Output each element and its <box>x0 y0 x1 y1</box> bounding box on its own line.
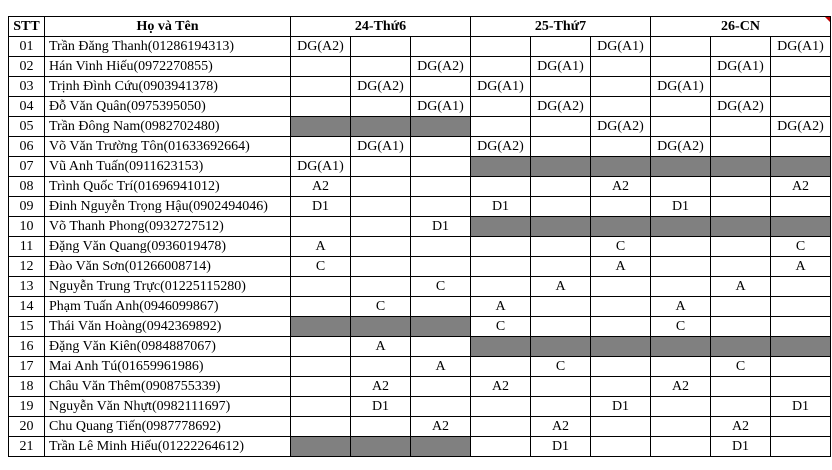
shift-cell[interactable]: D1 <box>471 197 531 217</box>
shift-cell[interactable] <box>771 137 831 157</box>
shift-cell[interactable] <box>591 57 651 77</box>
row-number-cell[interactable]: 02 <box>9 57 45 77</box>
name-cell[interactable]: Nguyễn Trung Trực(01225115280) <box>45 277 291 297</box>
shift-cell[interactable]: DG(A2) <box>471 137 531 157</box>
shift-cell[interactable] <box>651 277 711 297</box>
shift-cell[interactable] <box>471 97 531 117</box>
table-row <box>9 337 831 357</box>
shift-cell[interactable] <box>711 197 771 217</box>
shift-cell[interactable]: A <box>591 257 651 277</box>
shift-cell[interactable]: DG(A2) <box>591 117 651 137</box>
shift-cell[interactable] <box>291 77 351 97</box>
shift-cell[interactable] <box>291 117 351 137</box>
shift-cell[interactable]: DG(A2) <box>411 57 471 77</box>
row-number-cell[interactable]: 05 <box>9 117 45 137</box>
shift-cell[interactable] <box>771 77 831 97</box>
table-row <box>9 357 831 377</box>
row-number-cell[interactable]: 07 <box>9 157 45 177</box>
name-cell[interactable]: Chu Quang Tiến(0987778692) <box>45 417 291 437</box>
shift-cell[interactable] <box>351 197 411 217</box>
shift-cell[interactable]: DG(A2) <box>291 37 351 57</box>
row-number-cell[interactable]: 01 <box>9 37 45 57</box>
shift-cell[interactable]: C <box>411 277 471 297</box>
name-cell[interactable]: Đặng Văn Kiên(0984887067) <box>45 337 291 357</box>
shift-cell[interactable] <box>651 337 711 357</box>
name-cell[interactable]: Trịnh Đình Cứu(0903941378) <box>45 77 291 97</box>
shift-cell[interactable] <box>651 257 711 277</box>
shift-cell[interactable] <box>351 217 411 237</box>
shift-cell[interactable] <box>771 337 831 357</box>
shift-cell[interactable] <box>651 97 711 117</box>
stt-header: STT <box>9 17 45 37</box>
name-cell[interactable]: Vũ Anh Tuấn(0911623153) <box>45 157 291 177</box>
shift-cell[interactable] <box>711 137 771 157</box>
shift-cell[interactable] <box>771 157 831 177</box>
shift-cell[interactable]: C <box>711 357 771 377</box>
shift-cell[interactable]: C <box>351 297 411 317</box>
shift-cell[interactable] <box>531 337 591 357</box>
shift-cell[interactable] <box>291 317 351 337</box>
shift-cell[interactable] <box>711 77 771 97</box>
shift-cell[interactable] <box>531 217 591 237</box>
shift-cell[interactable]: DG(A1) <box>351 137 411 157</box>
shift-cell[interactable] <box>591 137 651 157</box>
shift-cell[interactable] <box>291 137 351 157</box>
shift-cell[interactable]: D1 <box>351 397 411 417</box>
shift-cell[interactable] <box>711 337 771 357</box>
shift-cell[interactable] <box>771 277 831 297</box>
shift-cell[interactable] <box>411 137 471 157</box>
shift-cell[interactable] <box>591 217 651 237</box>
shift-cell[interactable] <box>411 157 471 177</box>
shift-cell[interactable]: A <box>351 337 411 357</box>
table-row <box>9 117 831 137</box>
shift-cell[interactable] <box>711 397 771 417</box>
table-row <box>9 37 831 57</box>
shift-cell[interactable]: A <box>411 357 471 377</box>
shift-cell[interactable] <box>711 157 771 177</box>
shift-cell[interactable] <box>531 177 591 197</box>
shift-cell[interactable] <box>471 57 531 77</box>
shift-cell[interactable] <box>471 177 531 197</box>
shift-cell[interactable] <box>471 117 531 137</box>
shift-cell[interactable] <box>531 137 591 157</box>
shift-cell[interactable]: DG(A1) <box>411 97 471 117</box>
shift-cell[interactable] <box>651 217 711 237</box>
shift-cell[interactable]: DG(A1) <box>291 157 351 177</box>
shift-cell[interactable] <box>291 417 351 437</box>
shift-cell[interactable]: A2 <box>531 417 591 437</box>
name-cell[interactable]: Đỗ Văn Quân(0975395050) <box>45 97 291 117</box>
shift-cell[interactable] <box>591 337 651 357</box>
shift-cell[interactable] <box>711 317 771 337</box>
shift-cell[interactable] <box>711 37 771 57</box>
shift-cell[interactable] <box>351 157 411 177</box>
shift-cell[interactable] <box>411 437 471 457</box>
name-cell[interactable]: Mai Anh Tú(01659961986) <box>45 357 291 377</box>
row-number-cell[interactable]: 03 <box>9 77 45 97</box>
shift-cell[interactable] <box>711 177 771 197</box>
shift-cell[interactable] <box>471 277 531 297</box>
shift-cell[interactable]: D1 <box>591 397 651 417</box>
table-row <box>9 417 831 437</box>
shift-cell[interactable] <box>471 417 531 437</box>
shift-cell[interactable]: C <box>471 317 531 337</box>
shift-cell[interactable]: C <box>531 357 591 377</box>
name-cell[interactable]: Hán Vinh Hiếu(0972270855) <box>45 57 291 77</box>
shift-cell[interactable]: D1 <box>531 437 591 457</box>
shift-cell[interactable] <box>771 57 831 77</box>
name-cell[interactable]: Châu Văn Thêm(0908755339) <box>45 377 291 397</box>
shift-cell[interactable] <box>531 77 591 97</box>
shift-cell[interactable] <box>411 117 471 137</box>
shift-cell[interactable] <box>651 157 711 177</box>
shift-cell[interactable] <box>351 97 411 117</box>
name-header: Họ và Tên <box>45 17 291 37</box>
table-row <box>9 77 831 97</box>
shift-cell[interactable]: C <box>771 237 831 257</box>
row-number-cell[interactable]: 10 <box>9 217 45 237</box>
shift-cell[interactable] <box>291 57 351 77</box>
shift-cell[interactable]: DG(A2) <box>351 77 411 97</box>
shift-cell[interactable] <box>351 437 411 457</box>
shift-cell[interactable] <box>651 437 711 457</box>
shift-cell[interactable]: DG(A2) <box>771 117 831 137</box>
row-number-cell[interactable]: 19 <box>9 397 45 417</box>
shift-cell[interactable] <box>531 117 591 137</box>
shift-cell[interactable] <box>411 317 471 337</box>
shift-cell[interactable] <box>351 277 411 297</box>
shift-cell[interactable] <box>651 57 711 77</box>
shift-cell[interactable]: A <box>471 297 531 317</box>
name-cell[interactable]: Đào Văn Sơn(01266008714) <box>45 257 291 277</box>
shift-cell[interactable] <box>591 437 651 457</box>
shift-cell[interactable]: DG(A2) <box>531 97 591 117</box>
shift-cell[interactable] <box>411 237 471 257</box>
name-cell[interactable]: Trần Đông Nam(0982702480) <box>45 117 291 137</box>
shift-cell[interactable] <box>531 237 591 257</box>
table-row <box>9 217 831 237</box>
shift-cell[interactable]: DG(A2) <box>651 137 711 157</box>
shift-cell[interactable] <box>651 237 711 257</box>
name-cell[interactable]: Trình Quốc Trí(01696941012) <box>45 177 291 197</box>
shift-cell[interactable] <box>411 257 471 277</box>
name-cell[interactable]: Đặng Văn Quang(0936019478) <box>45 237 291 257</box>
name-cell[interactable]: Võ Thanh Phong(0932727512) <box>45 217 291 237</box>
row-number-cell[interactable]: 08 <box>9 177 45 197</box>
table-row <box>9 177 831 197</box>
shift-cell[interactable] <box>291 297 351 317</box>
shift-cell[interactable] <box>771 97 831 117</box>
name-cell[interactable]: Trần Đăng Thanh(01286194313) <box>45 37 291 57</box>
shift-cell[interactable] <box>771 297 831 317</box>
table-row <box>9 377 831 397</box>
shift-cell[interactable] <box>471 397 531 417</box>
shift-cell[interactable] <box>351 417 411 437</box>
shift-cell[interactable] <box>471 157 531 177</box>
shift-cell[interactable] <box>771 317 831 337</box>
shift-cell[interactable]: A <box>291 237 351 257</box>
shift-cell[interactable]: C <box>651 317 711 337</box>
table-row <box>9 157 831 177</box>
row-number-cell[interactable]: 21 <box>9 437 45 457</box>
shift-cell[interactable] <box>531 317 591 337</box>
shift-cell[interactable] <box>291 97 351 117</box>
shift-cell[interactable] <box>591 277 651 297</box>
shift-cell[interactable] <box>591 377 651 397</box>
table-row <box>9 57 831 77</box>
day-header-26: 26-CN <box>651 17 831 37</box>
shift-cell[interactable] <box>591 297 651 317</box>
shift-cell[interactable] <box>531 297 591 317</box>
table-row <box>9 297 831 317</box>
shift-cell[interactable]: DG(A1) <box>651 77 711 97</box>
shift-cell[interactable] <box>291 337 351 357</box>
shift-cell[interactable] <box>711 377 771 397</box>
day-header-24: 24-Thứ6 <box>291 17 471 37</box>
table-row <box>9 277 831 297</box>
shift-cell[interactable] <box>591 197 651 217</box>
shift-cell[interactable] <box>351 237 411 257</box>
shift-cell[interactable] <box>351 117 411 137</box>
shift-cell[interactable]: A2 <box>711 417 771 437</box>
table-row <box>9 397 831 417</box>
day-header-25: 25-Thứ7 <box>471 17 651 37</box>
table-row <box>9 197 831 217</box>
shift-cell[interactable] <box>651 177 711 197</box>
shift-cell[interactable]: D1 <box>711 437 771 457</box>
shift-cell[interactable]: A2 <box>651 377 711 397</box>
shift-cell[interactable] <box>651 117 711 137</box>
shift-cell[interactable] <box>351 57 411 77</box>
shift-cell[interactable] <box>771 197 831 217</box>
shift-cell[interactable] <box>351 317 411 337</box>
shift-cell[interactable]: DG(A1) <box>591 37 651 57</box>
shift-cell[interactable]: DG(A1) <box>711 57 771 77</box>
shift-cell[interactable]: A <box>771 257 831 277</box>
table-row <box>9 137 831 157</box>
name-cell[interactable]: Võ Văn Trường Tôn(01633692664) <box>45 137 291 157</box>
name-cell[interactable]: Trần Lê Minh Hiếu(01222264612) <box>45 437 291 457</box>
shift-cell[interactable] <box>771 417 831 437</box>
row-number-cell[interactable]: 04 <box>9 97 45 117</box>
shift-cell[interactable] <box>471 257 531 277</box>
shift-cell[interactable] <box>591 417 651 437</box>
shift-cell[interactable] <box>711 297 771 317</box>
shift-cell[interactable] <box>711 117 771 137</box>
shift-cell[interactable]: C <box>291 257 351 277</box>
shift-cell[interactable]: C <box>591 237 651 257</box>
shift-cell[interactable]: A2 <box>591 177 651 197</box>
shift-cell[interactable]: D1 <box>651 197 711 217</box>
shift-cell[interactable] <box>591 357 651 377</box>
shift-cell[interactable]: A2 <box>351 377 411 397</box>
shift-cell[interactable] <box>711 237 771 257</box>
shift-cell[interactable] <box>531 397 591 417</box>
shift-cell[interactable] <box>531 257 591 277</box>
table-row <box>9 97 831 117</box>
row-number-cell[interactable]: 16 <box>9 337 45 357</box>
shift-cell[interactable] <box>351 257 411 277</box>
row-number-cell[interactable]: 14 <box>9 297 45 317</box>
row-number-cell[interactable]: 12 <box>9 257 45 277</box>
shift-cell[interactable]: D1 <box>411 217 471 237</box>
shift-cell[interactable] <box>471 337 531 357</box>
shift-cell[interactable] <box>651 417 711 437</box>
shift-cell[interactable] <box>471 37 531 57</box>
row-number-cell[interactable]: 06 <box>9 137 45 157</box>
row-number-cell[interactable]: 17 <box>9 357 45 377</box>
name-cell[interactable]: Phạm Tuấn Anh(0946099867) <box>45 297 291 317</box>
shift-cell[interactable] <box>531 197 591 217</box>
shift-cell[interactable] <box>471 437 531 457</box>
header-row <box>9 17 831 37</box>
shift-cell[interactable]: D1 <box>771 397 831 417</box>
shift-cell[interactable] <box>471 357 531 377</box>
table-row <box>9 237 831 257</box>
shift-cell[interactable]: A2 <box>411 417 471 437</box>
shift-cell[interactable] <box>591 97 651 117</box>
row-number-cell[interactable]: 15 <box>9 317 45 337</box>
shift-cell[interactable]: DG(A2) <box>711 97 771 117</box>
shift-cell[interactable] <box>291 217 351 237</box>
shift-cell[interactable]: D1 <box>291 197 351 217</box>
shift-cell[interactable]: A2 <box>291 177 351 197</box>
shift-cell[interactable] <box>651 357 711 377</box>
name-cell[interactable]: Đinh Nguyễn Trọng Hậu(0902494046) <box>45 197 291 217</box>
shift-cell[interactable] <box>411 37 471 57</box>
table-row <box>9 257 831 277</box>
shift-cell[interactable] <box>651 37 711 57</box>
row-number-cell[interactable]: 09 <box>9 197 45 217</box>
shift-cell[interactable] <box>471 217 531 237</box>
shift-cell[interactable] <box>351 357 411 377</box>
shift-cell[interactable] <box>291 277 351 297</box>
shift-cell[interactable] <box>771 437 831 457</box>
shift-cell[interactable]: A <box>651 297 711 317</box>
shift-cell[interactable] <box>291 397 351 417</box>
row-number-cell[interactable]: 20 <box>9 417 45 437</box>
name-cell[interactable]: Nguyễn Văn Nhựt(0982111697) <box>45 397 291 417</box>
shift-cell[interactable] <box>411 337 471 357</box>
shift-cell[interactable] <box>291 377 351 397</box>
schedule-table <box>8 16 831 457</box>
shift-cell[interactable] <box>351 37 411 57</box>
shift-cell[interactable] <box>351 177 411 197</box>
table-row <box>9 437 831 457</box>
shift-cell[interactable] <box>531 157 591 177</box>
shift-cell[interactable] <box>531 37 591 57</box>
shift-cell[interactable] <box>771 357 831 377</box>
shift-cell[interactable] <box>471 237 531 257</box>
shift-cell[interactable]: DG(A1) <box>531 57 591 77</box>
shift-cell[interactable] <box>291 357 351 377</box>
shift-cell[interactable] <box>771 377 831 397</box>
shift-cell[interactable] <box>411 77 471 97</box>
shift-cell[interactable] <box>411 397 471 417</box>
name-cell[interactable]: Thái Văn Hoàng(0942369892) <box>45 317 291 337</box>
shift-cell[interactable] <box>711 257 771 277</box>
shift-cell[interactable] <box>411 177 471 197</box>
shift-cell[interactable] <box>411 197 471 217</box>
shift-cell[interactable]: A <box>711 277 771 297</box>
shift-cell[interactable] <box>591 77 651 97</box>
row-number-cell[interactable]: 11 <box>9 237 45 257</box>
shift-cell[interactable] <box>411 377 471 397</box>
shift-cell[interactable]: DG(A1) <box>471 77 531 97</box>
shift-cell[interactable] <box>771 217 831 237</box>
row-number-cell[interactable]: 18 <box>9 377 45 397</box>
table-row <box>9 317 831 337</box>
shift-cell[interactable] <box>411 297 471 317</box>
shift-cell[interactable] <box>651 397 711 417</box>
shift-cell[interactable] <box>711 217 771 237</box>
row-number-cell[interactable]: 13 <box>9 277 45 297</box>
shift-cell[interactable] <box>591 317 651 337</box>
shift-cell[interactable] <box>591 157 651 177</box>
shift-cell[interactable]: A2 <box>471 377 531 397</box>
shift-cell[interactable] <box>531 377 591 397</box>
shift-cell[interactable]: A <box>531 277 591 297</box>
shift-cell[interactable] <box>291 437 351 457</box>
shift-cell[interactable]: DG(A1) <box>771 37 831 57</box>
shift-cell[interactable]: A2 <box>771 177 831 197</box>
